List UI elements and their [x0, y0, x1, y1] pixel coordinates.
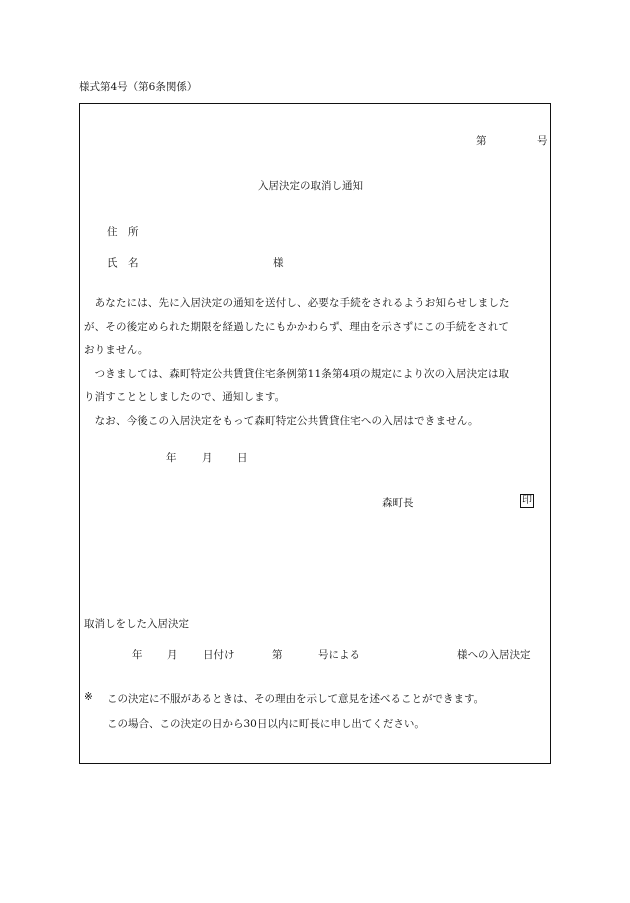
- cancelled-by-number: 号による: [318, 649, 360, 661]
- seal-mark: 印: [522, 495, 532, 506]
- date-year: 年: [166, 452, 177, 464]
- body-line: なお、今後この入居決定をもって森町特定公共賃貸住宅への入居はできません。: [84, 414, 479, 427]
- cancelled-decision: 様への入居決定: [457, 649, 531, 661]
- mayor-title: 森町長: [382, 497, 414, 509]
- document-title: 入居決定の取消し通知: [258, 180, 363, 192]
- date-day: 日: [237, 452, 248, 464]
- address-label: 住 所: [107, 226, 139, 238]
- number-gou: 号: [537, 135, 548, 147]
- cancelled-dated: 日付け: [203, 649, 235, 661]
- date-month: 月: [202, 452, 213, 464]
- cancelled-month: 月: [167, 649, 178, 661]
- note-line-1: この決定に不服があるときは、その理由を示して意見を述べることができます。: [107, 693, 485, 705]
- number-dai: 第: [476, 135, 487, 147]
- body-line: つきましては、森町特定公共賃貸住宅条例第11条第4項の規定により次の入居決定は取: [84, 367, 510, 380]
- body-line: が、その後定められた期限を経過したにもかかわらず、理由を示さずにこの手続をされて: [84, 320, 510, 333]
- note-line-2: この場合、この決定の日から30日以内に町長に申し出てください。: [107, 718, 425, 730]
- cancelled-heading: 取消しをした入居決定: [84, 618, 189, 630]
- cancelled-dai: 第: [272, 649, 283, 661]
- body-line: あなたには、先に入居決定の通知を送付し、必要な手続をされるようお知らせしました: [84, 297, 510, 309]
- body-line: り消すこととしましたので、通知します。: [84, 391, 286, 403]
- document-frame: [79, 103, 551, 764]
- body-line: おりません。: [84, 344, 149, 356]
- form-label: 様式第4号（第6条関係）: [79, 81, 198, 93]
- notice-body: [84, 292, 548, 433]
- name-sama: 様: [273, 257, 284, 269]
- name-label: 氏 名: [107, 257, 139, 269]
- note-mark: ※: [84, 691, 93, 703]
- cancelled-year: 年: [132, 649, 143, 661]
